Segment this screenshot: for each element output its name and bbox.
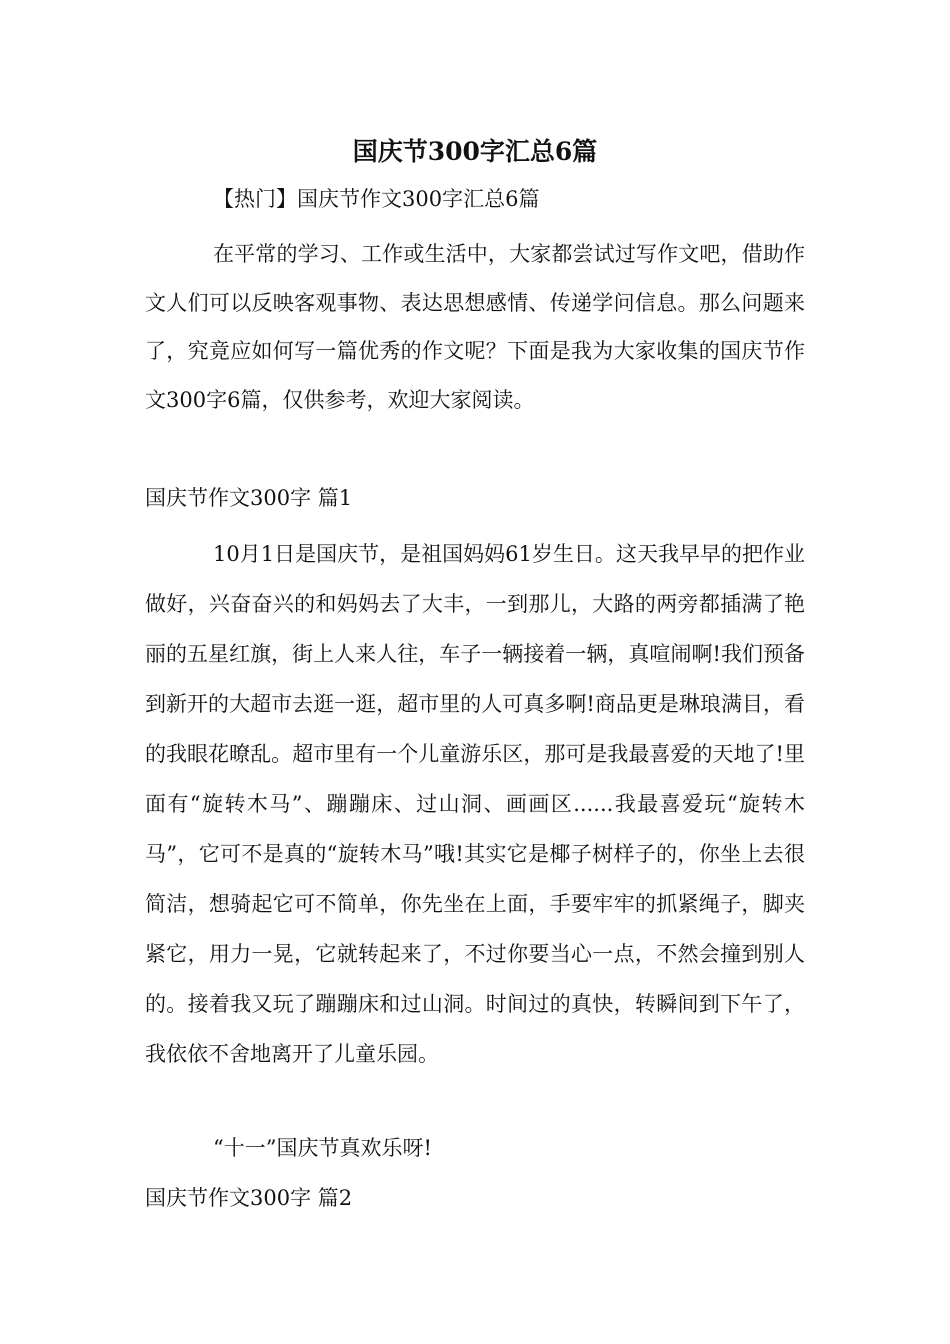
section-heading-2: 国庆节作文300字 篇2 [145,1186,353,1210]
document-title: 国庆节300字汇总6篇 [352,137,598,166]
section-heading-1: 国庆节作文300字 篇1 [145,486,353,510]
essay-paragraph-1: 10月1日是国庆节，是祖国妈妈61岁生日。这天我早早的把作业做好，兴奋奋兴的和妈妈去了大丰，一到那儿，大路的两旁都插满了艳丽的五星红旗，街上人来人往，车子一辆接着一辆，真喧闹啊!我们预备到新开的大超市去逛一逛，超市里的人可真多啊!商品更是琳琅满目，看的我眼花暸乱。超市里有一个儿童游乐区，那可是我最喜爱的天地了!里面有“旋转木马”、蹦蹦床、过山洞、画画区......我最喜爱玩“旋转木马”，它可不是真的“旋转木马”哦!其实它是椰子树样子的，你坐上去很简洁，想骑起它可不简单，你先坐在上面，手要牢牢的抓紧绳子，脚夹紧它，用力一晃，它就转起来了，不过你要当心一点，不然会撞到别人的。接着我又玩了蹦蹦床和过山洞。时间过的真快，转瞬间到下午了，我依依不舍地离开了儿童乐园。 [145,542,805,1066]
essay-closing-line: “十一”国庆节真欢乐呀! [213,1136,432,1160]
intro-paragraph: 在平常的学习、工作或生活中，大家都尝试过写作文吧，借助作文人们可以反映客观事物、表达思想感情、传递学问信息。那么问题来了，究竟应如何写一篇优秀的作文呢？下面是我为大家收集的国庆节作文300字6篇，仅供参考，欢迎大家阅读。 [145,242,805,412]
document-subtitle: 【热门】国庆节作文300字汇总6篇 [213,187,540,211]
